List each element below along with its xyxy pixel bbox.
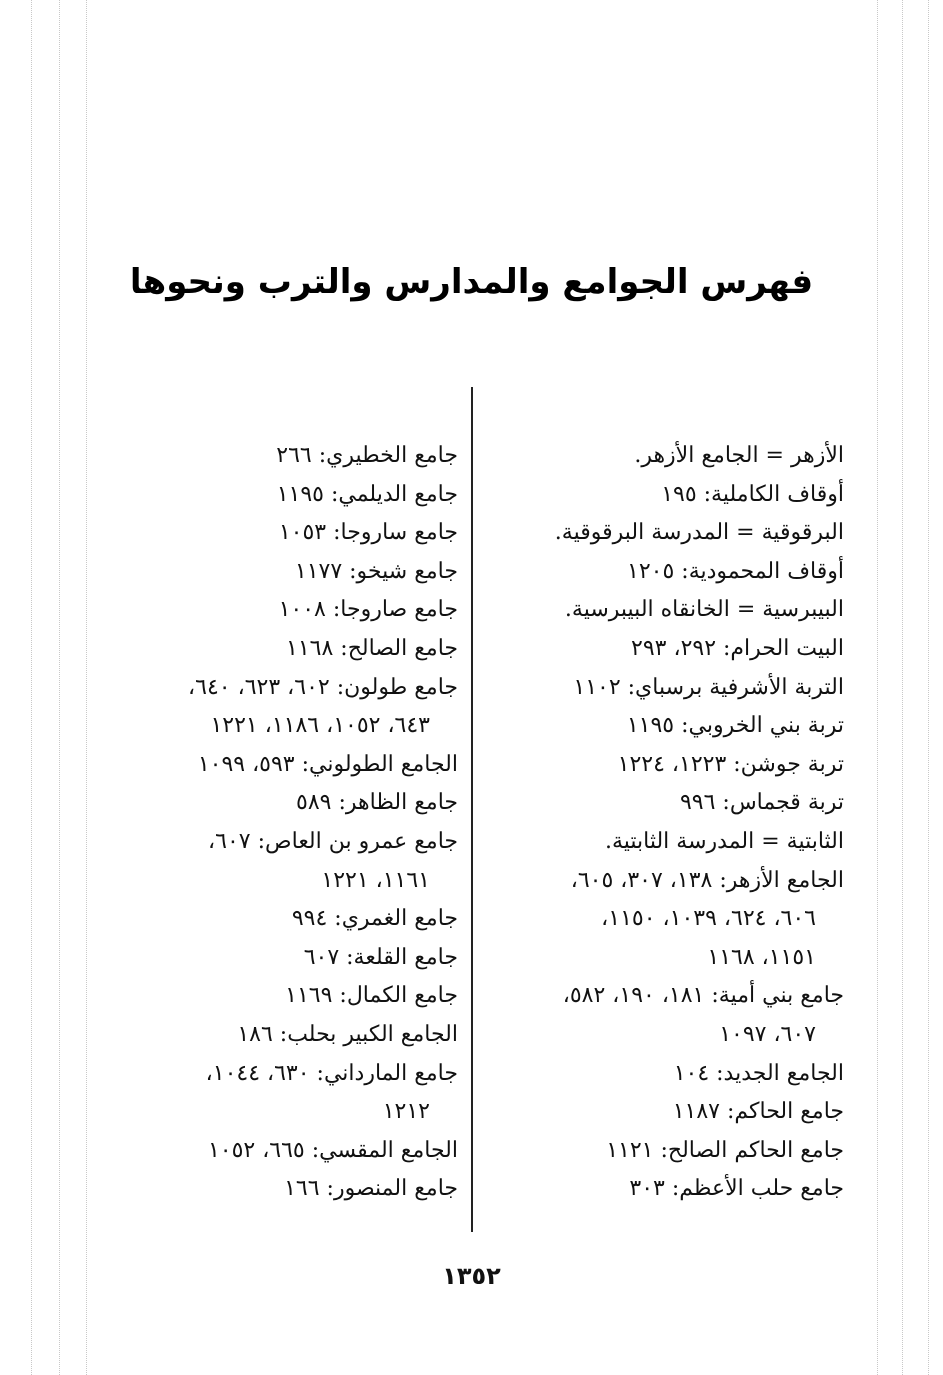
index-entry: جامع المنصور: ١٦٦ [284,1176,458,1202]
index-entry: البيبرسية = الخانقاه البيبرسية. [564,597,844,623]
index-column-left [88,437,458,1209]
index-entry-continuation: ٦٠٧، ١٠٩٧ [719,1021,816,1047]
index-entry: جامع الظاهر: ٥٨٩ [296,790,458,816]
index-entry-continuation: ١١٥١، ١١٦٨ [707,944,816,970]
index-entry: البيت الحرام: ٢٩٢، ٢٩٣ [631,635,844,661]
index-entry: جامع طولون: ٦٠٢، ٦٢٣، ٦٤٠، [188,674,458,700]
index-entry-continuation: ٦٠٦، ٦٢٤، ١٠٣٩، ١١٥٠، [601,906,816,932]
margin-guide-line [877,0,878,1375]
index-entry: جامع الديلمي: ١١٩٥ [276,481,458,507]
index-entry: الثابتية = المدرسة الثابتية. [604,828,844,854]
index-entry: جامع صاروجا: ١٠٠٨ [278,597,458,623]
index-entry-continuation: ١٢١٢ [382,1099,430,1125]
index-entry: الجامع المقسي: ٦٦٥، ١٠٥٢ [207,1137,458,1163]
index-entry: جامع الكمال: ١١٦٩ [285,983,458,1009]
index-entry: جامع شيخو: ١١٧٧ [294,558,458,584]
margin-guide-line [928,0,929,1375]
index-entry: جامع الخطيري: ٢٦٦ [276,443,458,468]
index-entry: جامع الغمري: ٩٩٤ [291,906,458,932]
index-entry: الجامع الكبير بحلب: ١٨٦ [237,1021,458,1047]
index-entry: جامع ساروجا: ١٠٥٣ [278,520,458,546]
index-entry: تربة قجماس: ٩٩٦ [679,790,844,816]
index-column-right [494,437,844,1209]
index-entry: الجامع الأزهر: ١٣٨، ٣٠٧، ٦٠٥، [570,867,844,893]
index-entry: الأزهر = الجامع الأزهر. [634,443,844,468]
index-entry: التربة الأشرفية برسباي: ١١٠٢ [573,674,844,700]
index-entry: البرقوقية = المدرسة البرقوقية. [554,520,844,546]
index-entry: جامع الحاكم: ١١٨٧ [672,1099,844,1125]
page-title: فهرس الجوامع والمدارس والترب ونحوها [129,262,814,302]
margin-guide-line [902,0,903,1375]
index-entry: جامع حلب الأعظم: ٣٠٣ [629,1176,844,1202]
margin-guide-line [59,0,60,1375]
margin-guide-line [31,0,32,1375]
index-entry: أوقاف المحمودية: ١٢٠٥ [627,558,844,584]
index-entry-continuation: ١١٦١، ١٢٢١ [321,867,430,893]
column-divider [471,387,473,1232]
page-number: ١٣٥٢ [442,1262,501,1290]
index-entry: جامع عمرو بن العاص: ٦٠٧، [208,828,458,854]
index-entry-continuation: ٦٤٣، ١٠٥٢، ١١٨٦، ١٢٢١ [210,713,430,739]
index-entry: تربة بني الخروبي: ١١٩٥ [626,713,844,739]
margin-guide-line [86,0,87,1375]
index-entry: جامع الحاكم الصالح: ١١٢١ [606,1137,844,1163]
index-entry: الجامع الجديد: ١٠٤ [673,1060,844,1086]
index-entry: تربة جوشن: ١٢٢٣، ١٢٢٤ [617,751,844,777]
index-entry: أوقاف الكاملية: ١٩٥ [661,481,844,507]
index-entry: الجامع الطولوني: ٥٩٣، ١٠٩٩ [197,751,458,777]
index-entry: جامع بني أمية: ١٨١، ١٩٠، ٥٨٢، [562,983,844,1009]
index-entry: جامع القلعة: ٦٠٧ [303,944,458,970]
index-entry: جامع الصالح: ١١٦٨ [286,635,458,661]
index-entry: جامع المارداني: ٦٣٠، ١٠٤٤، [205,1060,458,1086]
